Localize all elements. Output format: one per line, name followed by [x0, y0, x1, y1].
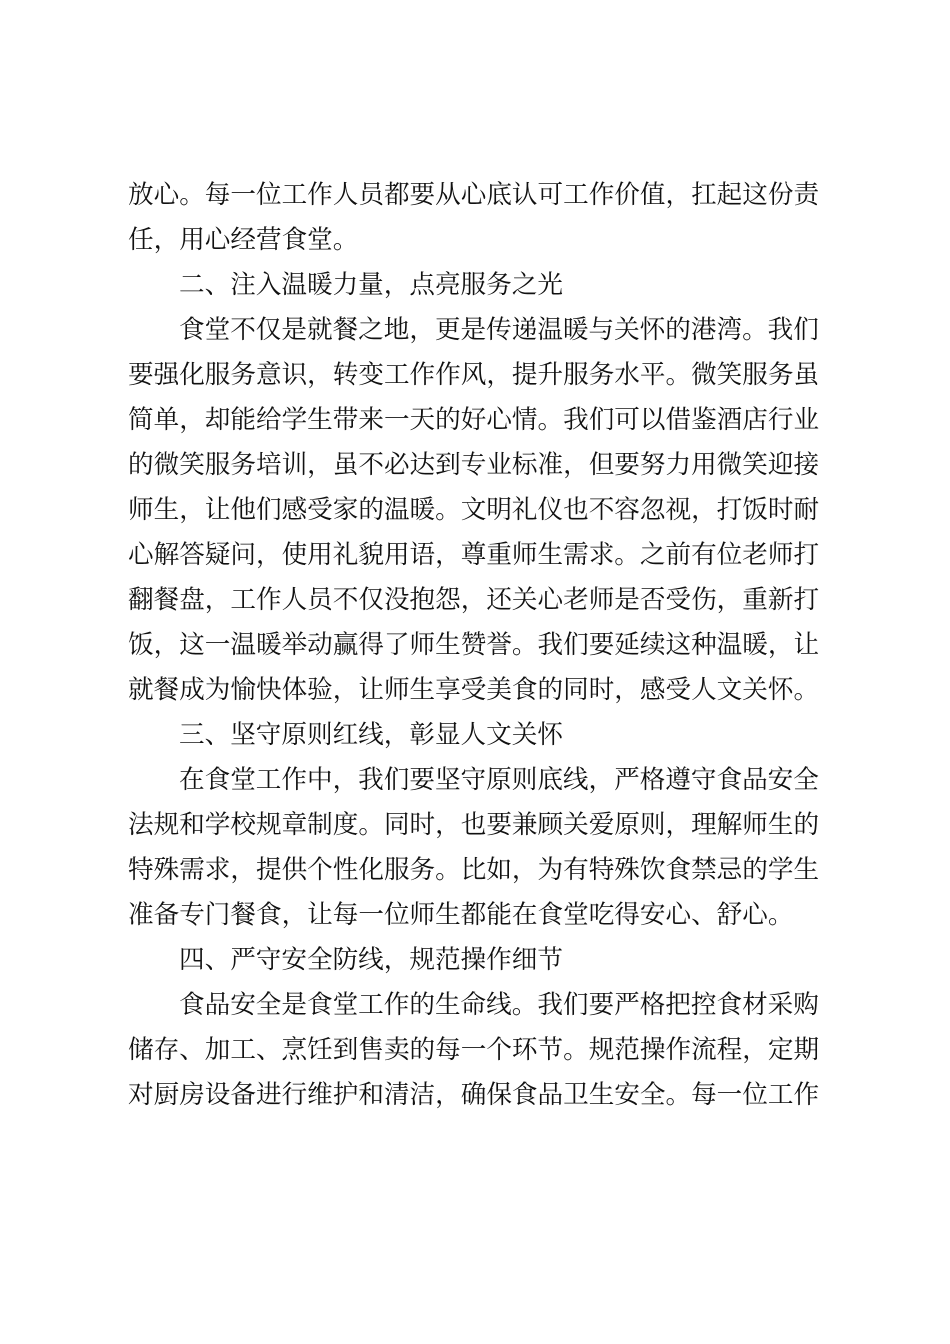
paragraph-line: 简单，却能给学生带来一天的好心情。我们可以借鉴酒店行业	[128, 405, 820, 435]
section-heading-2: 二、注入温暖力量，点亮服务之光	[179, 270, 563, 300]
paragraph-line: 师生，让他们感受家的温暖。文明礼仪也不容忽视，打饭时耐	[128, 495, 820, 525]
paragraph-line: 放心。每一位工作人员都要从心底认可工作价值，扛起这份责	[128, 180, 820, 210]
paragraph-line: 特殊需求，提供个性化服务。比如，为有特殊饮食禁忌的学生	[128, 855, 820, 885]
paragraph-line: 心解答疑问，使用礼貌用语，尊重师生需求。之前有位老师打	[128, 540, 820, 570]
paragraph-line: 任，用心经营食堂。	[128, 225, 359, 255]
paragraph-first-line: 在食堂工作中，我们要坚守原则底线，严格遵守食品安全	[179, 765, 819, 795]
paragraph-first-line: 食堂不仅是就餐之地，更是传递温暖与关怀的港湾。我们	[179, 315, 819, 345]
paragraph-line: 就餐成为愉快体验，让师生享受美食的同时，感受人文关怀。	[128, 675, 820, 705]
paragraph-line: 储存、加工、烹饪到售卖的每一个环节。规范操作流程，定期	[128, 1035, 820, 1065]
paragraph-line: 饭，这一温暖举动赢得了师生赞誉。我们要延续这种温暖，让	[128, 630, 820, 660]
paragraph-line: 要强化服务意识，转变工作作风，提升服务水平。微笑服务虽	[128, 360, 820, 390]
paragraph-first-line: 食品安全是食堂工作的生命线。我们要严格把控食材采购	[179, 990, 819, 1020]
paragraph-line: 的微笑服务培训，虽不必达到专业标准，但要努力用微笑迎接	[128, 450, 820, 480]
paragraph-line: 准备专门餐食，让每一位师生都能在食堂吃得安心、舒心。	[128, 900, 794, 930]
paragraph-line: 翻餐盘，工作人员不仅没抱怨，还关心老师是否受伤，重新打	[128, 585, 820, 615]
paragraph-line: 法规和学校规章制度。同时，也要兼顾关爱原则，理解师生的	[128, 810, 820, 840]
section-heading-4: 四、严守安全防线，规范操作细节	[179, 945, 563, 975]
paragraph-line: 对厨房设备进行维护和清洁，确保食品卫生安全。每一位工作	[128, 1080, 820, 1110]
document-body	[128, 173, 828, 1118]
section-heading-3: 三、坚守原则红线，彰显人文关怀	[179, 720, 563, 750]
